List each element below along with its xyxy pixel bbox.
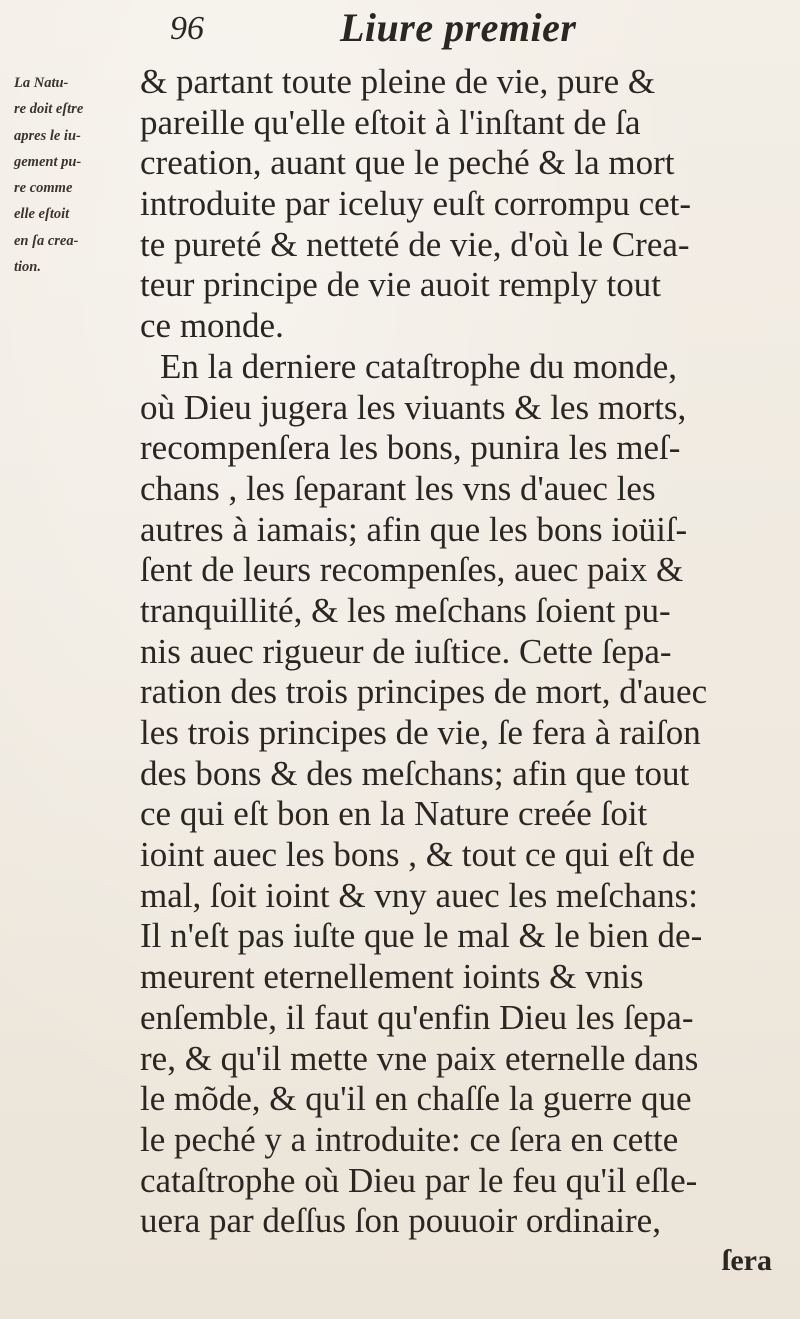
marginal-note-line: elle eſtoit bbox=[14, 206, 70, 223]
body-text bbox=[140, 62, 792, 1242]
marginal-note-line: tion. bbox=[14, 259, 41, 276]
marginal-note-line: La Natu- bbox=[14, 75, 69, 91]
page-header bbox=[170, 4, 730, 56]
marginal-note-line: en ſa crea- bbox=[14, 232, 79, 249]
marginal-note-line: apres le iu- bbox=[14, 127, 81, 144]
text-line: enſemble, il faut qu'enfin Dieu les ſepa- bbox=[140, 997, 694, 1037]
text-line: où Dieu jugera les viuants & les morts, bbox=[140, 387, 687, 427]
text-line: teur principe de vie auoit remply tout bbox=[140, 265, 661, 305]
marginal-note-line: re doit eſtre bbox=[14, 101, 84, 118]
marginal-note-line: re comme bbox=[14, 180, 73, 197]
text-line: re, & qu'il mette vne paix eternelle dans bbox=[140, 1038, 699, 1078]
text-line: mal, ſoit ioint & vny auec les meſchans: bbox=[140, 875, 698, 915]
running-title: Liure premier bbox=[340, 5, 577, 50]
text-line: te pureté & netteté de vie, d'où le Crea- bbox=[140, 224, 690, 264]
page-number: 96 bbox=[170, 10, 204, 47]
text-line: Il n'eſt pas iuſte que le mal & le bien de- bbox=[140, 916, 703, 956]
text-line: tranquillité, & les meſchans ſoient pu- bbox=[140, 590, 671, 630]
text-line: meurent eternellement ioints & vnis bbox=[140, 957, 644, 997]
marginal-note-line: gement pu- bbox=[14, 153, 82, 170]
text-line: ce qui eſt bon en la Nature creée ſoit bbox=[140, 794, 648, 834]
text-line: & partant toute pleine de vie, pure & bbox=[140, 62, 656, 101]
text-line: chans , les ſeparant les vns d'auec les bbox=[140, 468, 656, 508]
catchword: ſera bbox=[722, 1244, 772, 1277]
text-line: le mõde, & qu'il en chaſſe la guerre que bbox=[140, 1079, 692, 1119]
text-line: pareille qu'elle eſtoit à l'inſtant de ſa bbox=[140, 102, 641, 142]
text-line: ioint auec les bons , & tout ce qui eſt de bbox=[140, 835, 696, 875]
text-line: ſent de leurs recompenſes, auec paix & bbox=[140, 550, 684, 590]
text-line: des bons & des meſchans; afin que tout bbox=[140, 753, 690, 793]
text-line: ce monde. bbox=[140, 306, 284, 346]
text-line: recompenſera les bons, punira les meſ- bbox=[140, 428, 681, 468]
text-line: nis auec rigueur de iuſtice. Cette ſepa- bbox=[140, 631, 672, 671]
text-line: introduite par iceluy euſt corrompu cet- bbox=[140, 184, 692, 224]
marginal-note bbox=[14, 70, 132, 280]
text-line: creation, auant que le peché & la mort bbox=[140, 143, 675, 183]
text-line: autres à iamais; afin que les bons ioüiſ- bbox=[140, 509, 688, 549]
text-line: uera par deſſus ſon pouuoir ordinaire, bbox=[140, 1201, 661, 1241]
text-line: le peché y a introduite: ce ſera en cette bbox=[140, 1119, 679, 1159]
text-line: cataſtrophe où Dieu par le feu qu'il eſle- bbox=[140, 1160, 698, 1200]
text-line: les trois principes de vie, ſe fera à raiſon bbox=[140, 713, 701, 752]
text-line: ration des trois principes de mort, d'auec bbox=[140, 672, 708, 712]
text-line: En la derniere cataſtrophe du monde, bbox=[160, 346, 678, 386]
